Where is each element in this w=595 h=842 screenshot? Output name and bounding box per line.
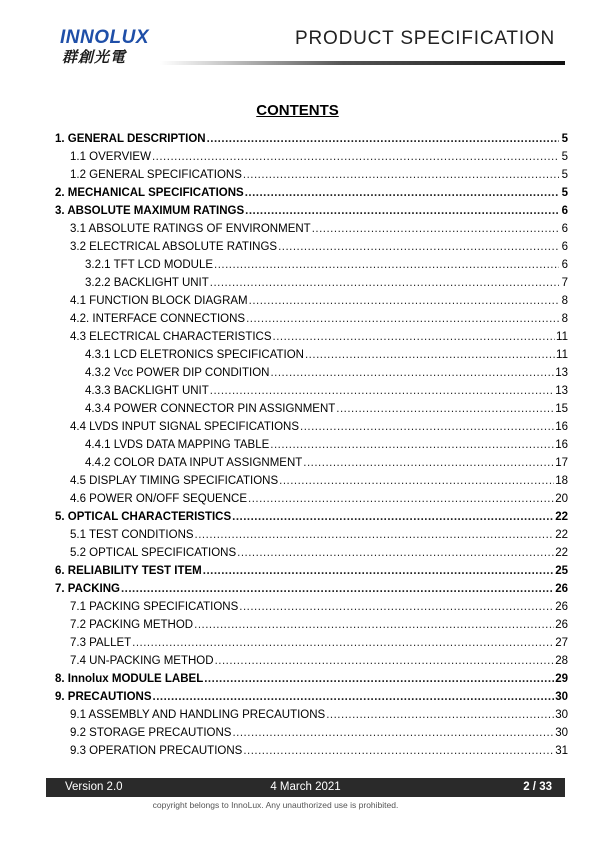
toc-entry-page: 11 <box>556 331 568 343</box>
toc-entry-label: 4.5 DISPLAY TIMING SPECIFICATIONS <box>70 475 279 487</box>
document-title: PRODUCT SPECIFICATION <box>295 28 555 49</box>
toc-entry[interactable] <box>55 526 568 544</box>
toc-entry-page: 15 <box>555 403 568 415</box>
toc-entry[interactable] <box>55 742 568 760</box>
toc-entry-label: 4.4.1 LVDS DATA MAPPING TABLE <box>85 439 270 451</box>
toc-entry-page: 26 <box>555 619 568 631</box>
toc-dot-leader <box>245 184 559 202</box>
toc-entry[interactable] <box>55 256 568 274</box>
toc-entry[interactable] <box>55 400 568 418</box>
toc-entry[interactable] <box>55 652 568 670</box>
toc-entry-page: 5 <box>561 151 568 163</box>
toc-entry-page: 22 <box>555 511 568 523</box>
toc-entry[interactable] <box>55 364 568 382</box>
toc-entry-label: 7. PACKING <box>55 583 120 595</box>
toc-entry[interactable] <box>55 328 568 346</box>
toc-entry-page: 5 <box>561 187 568 199</box>
toc-entry-label: 7.4 UN-PACKING METHOD <box>70 655 214 667</box>
toc-entry-page: 31 <box>555 745 568 757</box>
toc-dot-leader <box>232 724 554 742</box>
toc-entry-page: 13 <box>555 367 568 379</box>
toc-entry-label: 4.3.1 LCD ELETRONICS SPECIFICATION <box>85 349 304 361</box>
toc-dot-leader <box>326 706 554 724</box>
toc-dot-leader <box>270 364 554 382</box>
toc-entry-label: 5.1 TEST CONDITIONS <box>70 529 194 541</box>
toc-entry-label: 9. PRECAUTIONS <box>55 691 152 703</box>
toc-entry[interactable] <box>55 346 568 364</box>
toc-entry[interactable] <box>55 166 568 184</box>
toc-entry-label: 4.4.2 COLOR DATA INPUT ASSIGNMENT <box>85 457 303 469</box>
toc-entry-page: 25 <box>555 565 568 577</box>
toc-entry[interactable] <box>55 292 568 310</box>
toc-entry[interactable] <box>55 544 568 562</box>
toc-entry-label: 3.2 ELECTRICAL ABSOLUTE RATINGS <box>70 241 278 253</box>
toc-entry-page: 30 <box>555 691 568 703</box>
toc-dot-leader <box>215 652 555 670</box>
toc-entry-label: 3. ABSOLUTE MAXIMUM RATINGS <box>55 205 245 217</box>
toc-entry-label: 3.2.1 TFT LCD MODULE <box>85 259 214 271</box>
toc-entry[interactable] <box>55 598 568 616</box>
toc-dot-leader <box>245 202 559 220</box>
toc-dot-leader <box>132 634 554 652</box>
toc-dot-leader <box>300 418 554 436</box>
toc-entry-label: 9.1 ASSEMBLY AND HANDLING PRECAUTIONS <box>70 709 326 721</box>
footer-date: 4 March 2021 <box>270 781 341 793</box>
toc-entry-label: 1. GENERAL DESCRIPTION <box>55 133 206 145</box>
toc-entry-page: 5 <box>561 133 568 145</box>
toc-entry-label: 7.3 PALLET <box>70 637 132 649</box>
toc-dot-leader <box>239 598 554 616</box>
toc-entry-page: 17 <box>555 457 568 469</box>
toc-entry[interactable] <box>55 274 568 292</box>
toc-entry-label: 4.6 POWER ON/OFF SEQUENCE <box>70 493 247 505</box>
header-divider <box>160 61 565 65</box>
toc-entry[interactable] <box>55 472 568 490</box>
toc-entry-label: 2. MECHANICAL SPECIFICATIONS <box>55 187 244 199</box>
toc-entry-page: 7 <box>561 277 568 289</box>
toc-dot-leader <box>243 166 559 184</box>
toc-entry-page: 8 <box>561 313 568 325</box>
toc-dot-leader <box>243 742 554 760</box>
toc-entry[interactable] <box>55 130 568 148</box>
toc-entry-label: 3.1 ABSOLUTE RATINGS OF ENVIRONMENT <box>70 223 311 235</box>
toc-dot-leader <box>312 220 559 238</box>
logo-wordmark: INNOLUX <box>60 27 149 48</box>
footer-page-number: 2 / 33 <box>523 781 552 793</box>
toc-entry-page: 29 <box>555 673 568 685</box>
toc-entry-page: 6 <box>561 241 568 253</box>
toc-entry[interactable] <box>55 670 568 688</box>
toc-dot-leader <box>270 436 554 454</box>
toc-entry-page: 11 <box>556 349 568 361</box>
copyright-notice: copyright belongs to InnoLux. Any unauthorized use is prohibited. <box>152 800 399 810</box>
toc-entry[interactable] <box>55 490 568 508</box>
toc-entry-label: 5. OPTICAL CHARACTERISTICS <box>55 511 232 523</box>
toc-entry-label: 4.3 ELECTRICAL CHARACTERISTICS <box>70 331 272 343</box>
toc-entry-label: 4.1 FUNCTION BLOCK DIAGRAM <box>70 295 248 307</box>
toc-entry[interactable] <box>55 508 568 526</box>
toc-entry-page: 16 <box>555 439 568 451</box>
toc-dot-leader <box>246 310 559 328</box>
toc-entry[interactable] <box>55 454 568 472</box>
toc-entry-page: 18 <box>555 475 568 487</box>
toc-entry-label: 4.3.4 POWER CONNECTOR PIN ASSIGNMENT <box>85 403 336 415</box>
toc-dot-leader <box>203 562 554 580</box>
toc-entry-page: 28 <box>555 655 568 667</box>
toc-entry-page: 8 <box>561 295 568 307</box>
toc-dot-leader <box>194 616 554 634</box>
toc-entry-label: 8. Innolux MODULE LABEL <box>55 673 204 685</box>
toc-dot-leader <box>278 238 559 256</box>
toc-entry[interactable] <box>55 688 568 706</box>
toc-entry-page: 20 <box>555 493 568 505</box>
toc-dot-leader <box>303 454 554 472</box>
toc-dot-leader <box>210 382 554 400</box>
toc-dot-leader <box>336 400 554 418</box>
toc-dot-leader <box>121 580 554 598</box>
toc-entry-page: 26 <box>555 601 568 613</box>
toc-dot-leader <box>152 148 559 166</box>
toc-entry-label: 4.3.2 Vcc POWER DIP CONDITION <box>85 367 270 379</box>
toc-entry-label: 7.1 PACKING SPECIFICATIONS <box>70 601 239 613</box>
toc-entry-label: 3.2.2 BACKLIGHT UNIT <box>85 277 209 289</box>
toc-entry-page: 6 <box>561 205 568 217</box>
toc-entry-page: 16 <box>555 421 568 433</box>
toc-dot-leader <box>248 490 554 508</box>
toc-dot-leader <box>232 508 554 526</box>
toc-dot-leader <box>273 328 556 346</box>
toc-dot-leader <box>204 670 554 688</box>
toc-entry[interactable] <box>55 310 568 328</box>
toc-entry-page: 22 <box>555 529 568 541</box>
toc-dot-leader <box>210 274 559 292</box>
toc-entry-label: 9.2 STORAGE PRECAUTIONS <box>70 727 232 739</box>
toc-entry-page: 6 <box>561 223 568 235</box>
toc-entry-page: 13 <box>555 385 568 397</box>
toc-entry-label: 1.1 OVERVIEW <box>70 151 151 163</box>
contents-heading: CONTENTS <box>256 102 339 119</box>
toc-entry[interactable] <box>55 238 568 256</box>
logo-chinese-name: 群創光電 <box>62 48 127 66</box>
table-of-contents <box>55 130 568 760</box>
toc-entry[interactable] <box>55 148 568 166</box>
toc-entry[interactable] <box>55 634 568 652</box>
footer-bar <box>46 778 565 797</box>
toc-entry[interactable] <box>55 724 568 742</box>
toc-entry[interactable] <box>55 562 568 580</box>
toc-entry-page: 5 <box>561 169 568 181</box>
toc-dot-leader <box>279 472 554 490</box>
toc-entry[interactable] <box>55 436 568 454</box>
toc-entry-page: 30 <box>555 709 568 721</box>
toc-dot-leader <box>249 292 559 310</box>
toc-entry[interactable] <box>55 616 568 634</box>
toc-dot-leader <box>237 544 554 562</box>
toc-entry-label: 9.3 OPERATION PRECAUTIONS <box>70 745 243 757</box>
toc-entry[interactable] <box>55 220 568 238</box>
toc-dot-leader <box>214 256 559 274</box>
toc-entry-label: 4.4 LVDS INPUT SIGNAL SPECIFICATIONS <box>70 421 299 433</box>
toc-entry-label: 1.2 GENERAL SPECIFICATIONS <box>70 169 242 181</box>
toc-entry-label: 5.2 OPTICAL SPECIFICATIONS <box>70 547 237 559</box>
toc-dot-leader <box>153 688 555 706</box>
toc-entry[interactable] <box>55 580 568 598</box>
toc-dot-leader <box>305 346 555 364</box>
toc-entry[interactable] <box>55 418 568 436</box>
toc-entry-page: 26 <box>555 583 568 595</box>
toc-entry[interactable] <box>55 706 568 724</box>
toc-entry[interactable] <box>55 382 568 400</box>
toc-entry-page: 30 <box>555 727 568 739</box>
toc-entry-label: 6. RELIABILITY TEST ITEM <box>55 565 202 577</box>
toc-dot-leader <box>207 130 559 148</box>
toc-entry-label: 4.2. INTERFACE CONNECTIONS <box>70 313 246 325</box>
footer-version: Version 2.0 <box>65 781 123 793</box>
toc-dot-leader <box>195 526 555 544</box>
toc-entry-label: 4.3.3 BACKLIGHT UNIT <box>85 385 209 397</box>
toc-entry[interactable] <box>55 202 568 220</box>
toc-entry-page: 27 <box>555 637 568 649</box>
toc-entry-page: 22 <box>555 547 568 559</box>
toc-entry-page: 6 <box>561 259 568 271</box>
toc-entry[interactable] <box>55 184 568 202</box>
innolux-logo <box>60 28 160 66</box>
toc-entry-label: 7.2 PACKING METHOD <box>70 619 194 631</box>
